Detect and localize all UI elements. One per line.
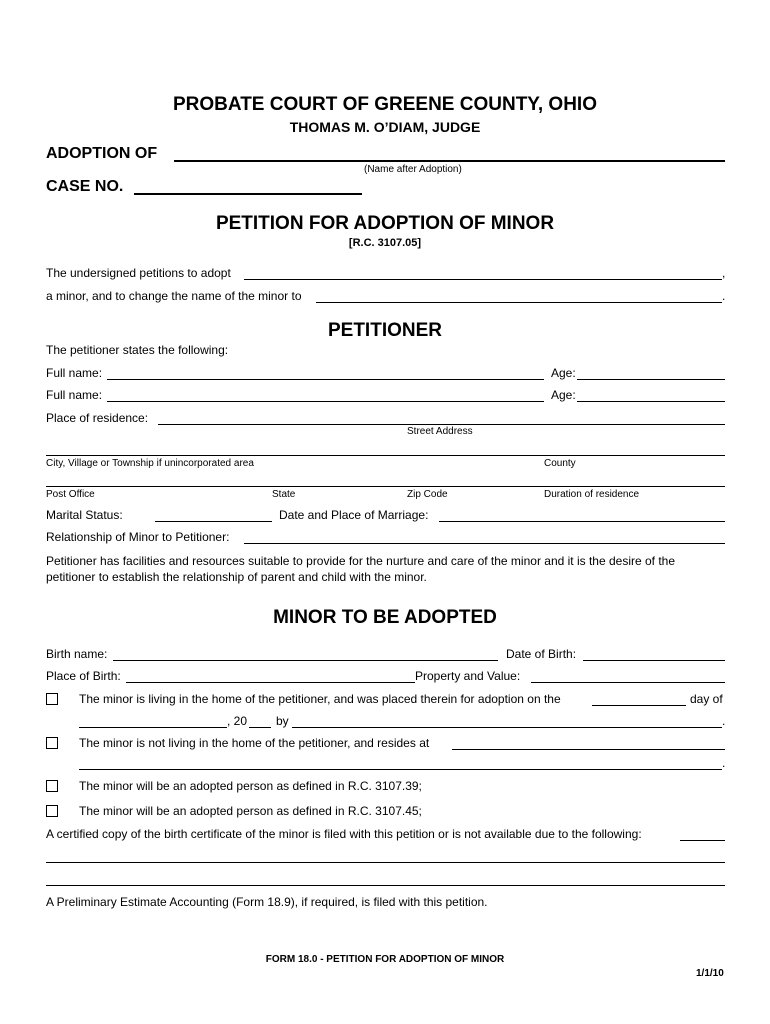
not-living-checkbox[interactable] bbox=[46, 737, 58, 749]
preliminary-estimate-text: A Preliminary Estimate Accounting (Form 18.9), if required, is filed with this petition. bbox=[46, 895, 488, 909]
full-name-field-2[interactable] bbox=[107, 401, 544, 402]
adopted-3107-45-label: The minor will be an adopted person as defined in R.C. 3107.45; bbox=[79, 804, 422, 818]
place-of-birth-label: Place of Birth: bbox=[46, 669, 121, 683]
adoption-of-label: ADOPTION OF bbox=[46, 145, 158, 162]
city-village-caption: City, Village or Township if unincorporated area bbox=[46, 458, 254, 469]
period: . bbox=[722, 289, 726, 303]
by-label: by bbox=[276, 714, 289, 728]
county-caption: County bbox=[544, 458, 576, 469]
form-footer-name: FORM 18.0 - PETITION FOR ADOPTION OF MINOR bbox=[265, 954, 505, 965]
date-place-marriage-label: Date and Place of Marriage: bbox=[279, 508, 429, 522]
petitions-to-adopt-label: The undersigned petitions to adopt bbox=[46, 266, 231, 280]
post-office-field[interactable] bbox=[46, 486, 725, 487]
date-of-birth-field[interactable] bbox=[583, 660, 725, 661]
day-of-label: day of bbox=[690, 692, 723, 706]
post-office-caption: Post Office bbox=[46, 489, 95, 500]
new-name-field[interactable] bbox=[316, 302, 722, 303]
case-no-label: CASE NO. bbox=[46, 178, 124, 195]
case-no-field[interactable] bbox=[134, 193, 362, 195]
change-name-label: a minor, and to change the name of the minor to bbox=[46, 289, 302, 303]
resides-at-field-2[interactable] bbox=[79, 769, 722, 770]
period-1: . bbox=[722, 714, 726, 728]
city-county-field[interactable] bbox=[46, 455, 725, 456]
comma: , bbox=[722, 266, 726, 280]
minor-heading: MINOR TO BE ADOPTED bbox=[273, 607, 497, 628]
full-name-label-2: Full name: bbox=[46, 388, 103, 402]
placement-year-field[interactable] bbox=[249, 727, 271, 728]
living-in-home-label: The minor is living in the home of the petitioner, and was placed therein for adoption on the bbox=[79, 692, 561, 706]
court-name: PROBATE COURT OF GREENE COUNTY, OHIO bbox=[172, 94, 597, 115]
statute-reference: [R.C. 3107.05] bbox=[348, 237, 422, 249]
place-of-residence-label: Place of residence: bbox=[46, 411, 149, 425]
period-2: . bbox=[722, 756, 726, 770]
age-field-2[interactable] bbox=[577, 401, 725, 402]
birth-name-field[interactable] bbox=[113, 660, 498, 661]
birth-certificate-label: A certified copy of the birth certificate of the minor is filed with this petition or is not available due to the following: bbox=[46, 827, 642, 841]
marital-status-label: Marital Status: bbox=[46, 508, 123, 522]
adopted-3107-45-checkbox[interactable] bbox=[46, 805, 58, 817]
twenty-label: , 20 bbox=[227, 714, 248, 728]
zip-code-caption: Zip Code bbox=[407, 489, 448, 500]
age-field-1[interactable] bbox=[577, 379, 725, 380]
birth-certificate-field[interactable] bbox=[680, 840, 725, 841]
relationship-label: Relationship of Minor to Petitioner: bbox=[46, 530, 230, 544]
placed-by-field[interactable] bbox=[292, 727, 722, 728]
petitioner-heading: PETITIONER bbox=[327, 320, 442, 341]
birth-name-label: Birth name: bbox=[46, 647, 108, 661]
living-in-home-checkbox[interactable] bbox=[46, 693, 58, 705]
marital-status-field[interactable] bbox=[155, 521, 272, 522]
street-address-field[interactable] bbox=[158, 424, 725, 425]
property-value-label: Property and Value: bbox=[415, 669, 521, 683]
judge-name: THOMAS M. O’DIAM, JUDGE bbox=[289, 119, 481, 135]
birth-certificate-field-2[interactable] bbox=[46, 862, 725, 863]
birth-certificate-field-3[interactable] bbox=[46, 885, 725, 886]
adopted-3107-39-label: The minor will be an adopted person as defined in R.C. 3107.39; bbox=[79, 779, 422, 793]
place-of-birth-field[interactable] bbox=[126, 682, 415, 683]
duration-caption: Duration of residence bbox=[544, 489, 640, 500]
not-living-label: The minor is not living in the home of the petitioner, and resides at bbox=[79, 736, 430, 750]
state-caption: State bbox=[272, 489, 296, 500]
age-label-1: Age: bbox=[551, 366, 576, 380]
placement-month-field[interactable] bbox=[79, 727, 227, 728]
name-after-adoption-caption: (Name after Adoption) bbox=[364, 164, 462, 175]
form-footer-date: 1/1/10 bbox=[696, 968, 724, 979]
street-address-caption: Street Address bbox=[407, 426, 473, 437]
form-title: PETITION FOR ADOPTION OF MINOR bbox=[215, 213, 555, 234]
age-label-2: Age: bbox=[551, 388, 576, 402]
minor-name-field[interactable] bbox=[244, 279, 722, 280]
placement-day-field[interactable] bbox=[592, 705, 686, 706]
petitioner-states-label: The petitioner states the following: bbox=[46, 343, 229, 357]
date-place-marriage-field[interactable] bbox=[439, 521, 725, 522]
property-value-field[interactable] bbox=[531, 682, 725, 683]
adopted-3107-39-checkbox[interactable] bbox=[46, 780, 58, 792]
relationship-field[interactable] bbox=[244, 543, 725, 544]
date-of-birth-label: Date of Birth: bbox=[506, 647, 577, 661]
adoption-of-field[interactable] bbox=[174, 160, 725, 162]
full-name-label-1: Full name: bbox=[46, 366, 103, 380]
facilities-paragraph: Petitioner has facilities and resources suitable to provide for the nurture and care of the minor and it is the desire of the petitioner to establish the relationship of parent and child with the minor. bbox=[46, 554, 676, 584]
resides-at-field[interactable] bbox=[452, 749, 725, 750]
full-name-field-1[interactable] bbox=[107, 379, 544, 380]
